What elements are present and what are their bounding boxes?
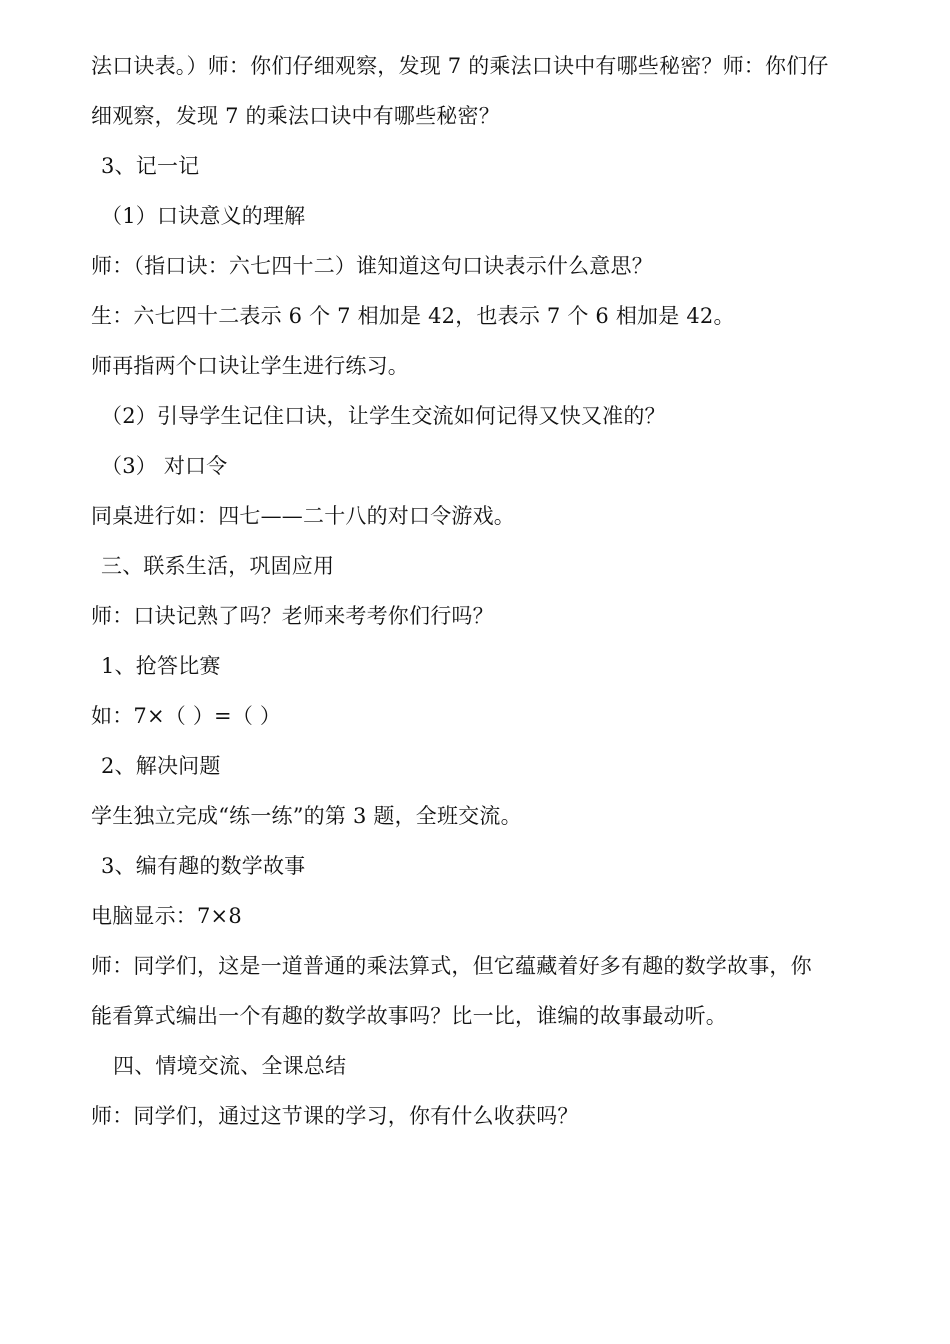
section-heading: 3、编有趣的数学故事 xyxy=(101,854,306,878)
subsection-heading: （2）引导学生记住口诀，让学生交流如何记得又快又准的？ xyxy=(101,404,666,428)
section-heading: 3、记一记 xyxy=(101,154,200,178)
section-heading: 四、情境交流、全课总结 xyxy=(113,1054,347,1078)
text-line: 生：六七四十二表示 6 个 7 相加是 42，也表示 7 个 6 相加是 42。 xyxy=(91,304,735,328)
text-line: 师：（指口诀：六七四十二）谁知道这句口诀表示什么意思？ xyxy=(91,254,653,278)
text-line: 法口诀表。）师：你们仔细观察，发现 7 的乘法口诀中有哪些秘密？师：你们仔 xyxy=(91,54,829,78)
text-line: 师：同学们，通过这节课的学习，你有什么收获吗？ xyxy=(91,1104,579,1128)
text-line: 师：同学们，这是一道普通的乘法算式，但它蕴藏着好多有趣的数学故事，你 xyxy=(91,954,812,978)
text-line: 师再指两个口诀让学生进行练习。 xyxy=(91,354,409,378)
section-heading: 1、抢答比赛 xyxy=(101,654,221,678)
text-line: 师：口诀记熟了吗？老师来考考你们行吗？ xyxy=(91,604,494,628)
text-line: 学生独立完成“练一练”的第 3 题，全班交流。 xyxy=(91,804,522,828)
text-line: 细观察，发现 7 的乘法口诀中有哪些秘密？ xyxy=(91,104,500,128)
text-line: 同桌进行如：四七——二十八的对口令游戏。 xyxy=(91,504,515,528)
subsection-heading: （3） 对口令 xyxy=(101,454,228,478)
text-line: 如：7×（ ）=（ ） xyxy=(91,704,282,728)
text-line: 能看算式编出一个有趣的数学故事吗？比一比，谁编的故事最动听。 xyxy=(91,1004,727,1028)
text-line: 电脑显示：7×8 xyxy=(91,904,242,928)
subsection-heading: （1）口诀意义的理解 xyxy=(101,204,306,228)
section-heading: 三、联系生活，巩固应用 xyxy=(101,554,335,578)
section-heading: 2、解决问题 xyxy=(101,754,221,778)
